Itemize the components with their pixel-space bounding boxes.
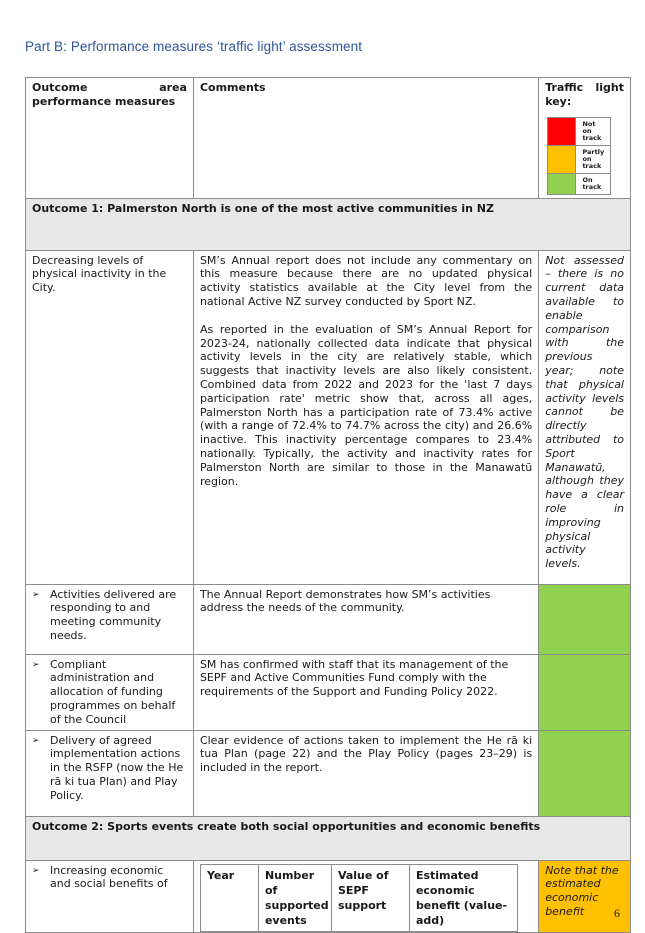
measure-cell: Decreasing levels of physical inactivity in the City. — [26, 250, 194, 584]
comment-paragraph: As reported in the evaluation of SM’s Annual Report for 2023-24, nationally collected data indicate that physical activity levels in the city are relatively stable, which suggests that inactivity levels are also likely consistent. Combined data from 2022 and 2023 for the 'last 7 days participation rate' metric show that, across all ages, Palmerston North has a participation rate of 73.4% active (with a range of 72.4% to 74.7% across the city) and 26.6% inactive. This inactivity percentage compares to 23.4% nationally. Typically, the activity and inactivity rates for Palmerston North are similar to those in the Manawatū region. — [199, 322, 533, 488]
legend-item-not-on-track — [548, 117, 611, 145]
comments-cell — [193, 250, 538, 584]
header-comments: Comments — [193, 78, 538, 199]
header-economic-benefit: Estimated economic benefit (value-add) — [409, 864, 517, 931]
page-number: 6 — [614, 906, 620, 920]
outcome-1-title: Outcome 1: Palmerston North is one of the most active communities in NZ — [26, 198, 631, 250]
header-traffic-light — [539, 78, 631, 199]
comments-cell: Clear evidence of actions taken to implement the He rā ki tua Plan (page 22) and the Play Policy (pages 23–29) is included in the report. — [193, 730, 538, 816]
traffic-light-table — [25, 77, 631, 933]
status-cell-on-track — [539, 654, 631, 730]
table-row — [26, 584, 631, 654]
measure-text: Activities delivered are responding to and meeting community needs. — [50, 587, 177, 642]
measure-text: Delivery of agreed implementation actions in the RSFP (now the He rā ki tua Plan) and Play Policy. — [50, 733, 184, 802]
header-year: Year — [200, 864, 258, 931]
arrow-bullet-icon: ➢ — [32, 865, 40, 876]
section-heading: Part B: Performance measures ‘traffic light’ assessment — [25, 39, 363, 54]
measure-text: Increasing economic and social benefits of — [50, 863, 168, 891]
table-row — [26, 860, 631, 932]
legend-label: On track — [576, 173, 611, 194]
measure-cell — [26, 860, 194, 932]
table-row — [26, 250, 631, 584]
table-row — [26, 730, 631, 816]
status-cell-not-assessed: Not assessed – there is no current data available to enable comparison with the previous year; note that physical activity levels cannot be directly attributed to Sport Manawatū, although they have a clear role in improving physical activity levels. — [539, 250, 631, 584]
red-swatch — [548, 117, 576, 145]
measure-cell — [26, 730, 194, 816]
legend-label: Partly on track — [576, 145, 611, 173]
measure-text: Compliant administration and allocation of funding programmes on behalf of the Council — [50, 657, 176, 726]
outcome-2-row — [26, 816, 631, 860]
header-sepf-value: Value of SEPF support — [331, 864, 409, 931]
economic-benefit-table — [200, 864, 518, 932]
status-cell-on-track — [539, 584, 631, 654]
outcome-1-row — [26, 198, 631, 250]
comments-cell: SM has confirmed with staff that its management of the SEPF and Active Communities Fund comply with the requirements of the Support and Funding Policy 2022. — [193, 654, 538, 730]
legend-label: Not on track — [576, 117, 611, 145]
comment-paragraph: SM’s Annual report does not include any commentary on this measure because there are no updated physical activity statistics available at the City level from the national Active NZ survey conducted by Sport NZ. — [199, 253, 533, 308]
green-swatch — [548, 173, 576, 194]
status-cell-partly-on-track: Note that the estimated economic benefit — [539, 860, 631, 932]
legend-item-partly-on-track — [548, 145, 611, 173]
inner-table-header-row — [200, 864, 517, 931]
table-header-row — [26, 78, 631, 199]
status-cell-on-track — [539, 730, 631, 816]
arrow-bullet-icon: ➢ — [32, 659, 40, 670]
header-measures: Outcome area performance measures — [26, 78, 194, 199]
measure-cell — [26, 584, 194, 654]
legend-item-on-track — [548, 173, 611, 194]
comments-cell — [193, 860, 538, 932]
header-number-of-events: Number of supported events — [258, 864, 331, 931]
amber-swatch — [548, 145, 576, 173]
outcome-2-title: Outcome 2: Sports events create both social opportunities and economic benefits — [26, 816, 631, 860]
traffic-light-key-label: Traffic light key: — [545, 81, 624, 108]
measure-cell — [26, 654, 194, 730]
arrow-bullet-icon: ➢ — [32, 589, 40, 600]
traffic-light-legend — [547, 117, 611, 195]
comments-cell: The Annual Report demonstrates how SM’s activities address the needs of the community. — [193, 584, 538, 654]
arrow-bullet-icon: ➢ — [32, 735, 40, 746]
table-row — [26, 654, 631, 730]
